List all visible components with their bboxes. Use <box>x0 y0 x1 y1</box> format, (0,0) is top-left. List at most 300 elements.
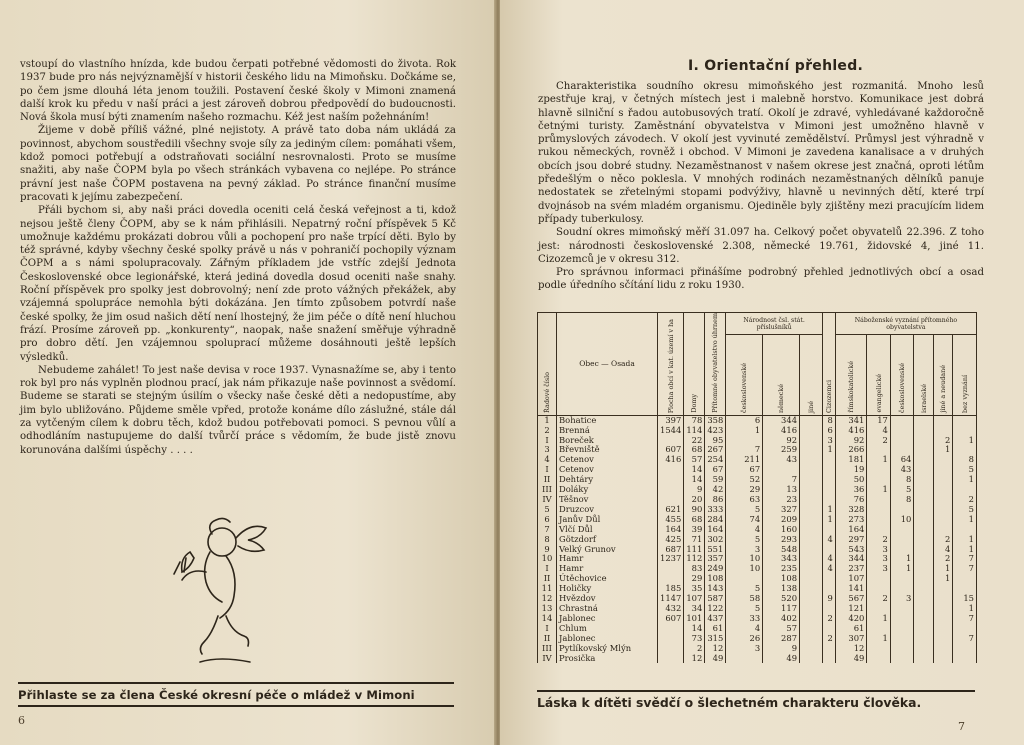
cell-pritomne: 315 <box>705 634 726 644</box>
cell-izr <box>914 485 934 495</box>
cell-csl <box>890 426 914 436</box>
census-table <box>537 312 977 663</box>
cell-nem: 293 <box>763 535 800 545</box>
section-title: I. Orientační přehled. <box>688 58 864 74</box>
cell-cs: 26 <box>726 634 763 644</box>
cell-domy: 2 <box>684 644 705 654</box>
cell-jine <box>800 584 823 594</box>
cell-domy: 73 <box>684 634 705 644</box>
cell-ev: 3 <box>867 545 891 555</box>
cell-cs: 5 <box>726 604 763 614</box>
cell-obec: Břevniště <box>557 445 658 455</box>
cell-rad: 4 <box>538 455 557 465</box>
cell-cs: 4 <box>726 624 763 634</box>
cell-izr <box>914 634 934 644</box>
cell-pritomne: 164 <box>705 525 726 535</box>
cell-plocha: 1147 <box>658 594 684 604</box>
cell-ciz: 3 <box>822 436 835 446</box>
cell-plocha <box>658 485 684 495</box>
cell-cs: 10 <box>726 564 763 574</box>
right-paragraph-2: Soudní okres mimoňský měří 31.097 ha. Celkový počet obyvatelů 22.396. Z toho jest: národnosti československé 2.308, německé 19.761, židovské 4, jiné 11. Cizozemců je v okresu 312. <box>538 227 984 265</box>
cell-nem: 235 <box>763 564 800 574</box>
cell-bez: 1 <box>953 475 977 485</box>
left-paragraph-1: vstoupí do vlastního hnízda, kde budou čerpati potřebné vědomosti do života. Rok 1937 bude pro nás nejvýznamější v historii českého lidu na Mimoňsku. Dočkáme se, po čem jsme dlouhá léta jenom toužili. Postavení české školy v Mimoni znamená další krok ku předu v naší práci a jest zároveň dobrou předpovědí do budoucnosti. Nová škola musí býti znamením našeho rozmachu. Kéž jest naším požehnáním! <box>20 59 456 124</box>
cell-nem: 92 <box>763 436 800 446</box>
cell-ciz <box>822 574 835 584</box>
cell-ciz: 4 <box>822 535 835 545</box>
cell-izr <box>914 614 934 624</box>
cell-rk: 328 <box>835 505 867 515</box>
cell-rk: 19 <box>835 465 867 475</box>
cell-nem: 117 <box>763 604 800 614</box>
table-row <box>538 654 977 664</box>
cell-rk: 49 <box>835 654 867 664</box>
cell-csl <box>890 624 914 634</box>
cell-ev <box>867 515 891 525</box>
cell-izr <box>914 654 934 664</box>
cell-cs: 52 <box>726 475 763 485</box>
cell-ciz: 1 <box>822 505 835 515</box>
cell-bez: 1 <box>953 604 977 614</box>
cell-domy: 68 <box>684 515 705 525</box>
cell-plocha <box>658 634 684 644</box>
header-izr: israelské <box>919 383 928 413</box>
cell-jine <box>800 545 823 555</box>
cell-izr <box>914 564 934 574</box>
cell-obec: Cetenov <box>557 465 658 475</box>
cell-ciz: 1 <box>822 515 835 525</box>
cell-csl <box>890 574 914 584</box>
cell-nem: 343 <box>763 554 800 564</box>
header-jine: jiné <box>806 400 815 413</box>
cell-jine-neud: 1 <box>933 574 953 584</box>
cell-domy: 29 <box>684 574 705 584</box>
cell-izr <box>914 465 934 475</box>
cell-csl <box>890 604 914 614</box>
membership-banner: Přihlaste se za člena České okresní péče o mládež v Mimoni <box>18 682 454 707</box>
cell-cs: 211 <box>726 455 763 465</box>
cell-jine <box>800 426 823 436</box>
cell-domy: 35 <box>684 584 705 594</box>
cell-jine-neud: 4 <box>933 545 953 555</box>
cell-ev: 2 <box>867 436 891 446</box>
cell-rk: 50 <box>835 475 867 485</box>
cell-cs: 1 <box>726 426 763 436</box>
cell-domy: 14 <box>684 624 705 634</box>
cell-jine <box>800 475 823 485</box>
cell-plocha: 397 <box>658 415 684 425</box>
cell-plocha: 425 <box>658 535 684 545</box>
left-paragraph-4: Nebudeme zahálet! To jest naše devisa v roce 1937. Vynasnažíme se, aby i tento rok byl pro nás vyplněn plodnou prací, jak nám přikazuje naše povinnost a svědomí. Budeme se starati se stejným úsilím o všecky naše české děti a nedopustíme, aby jim bylo ubližováno. Půjdeme směle vpřed, protože konáme dílo záslužné, stále dál za vytčeným cílem k dobru těch, kdož budou potřebovati pomoci. S pevnou vůlí a odhodláním nastupujeme do další tvůrčí práce s vědomím, že bude jistě znovu korunována dalšími úspěchy . . . . <box>20 364 456 456</box>
cell-rad: 13 <box>538 604 557 614</box>
cell-nem: 287 <box>763 634 800 644</box>
cell-domy: 57 <box>684 455 705 465</box>
cell-izr <box>914 574 934 584</box>
cell-bez: 1 <box>953 535 977 545</box>
cell-obec: Cetenov <box>557 455 658 465</box>
cell-pritomne: 423 <box>705 426 726 436</box>
cell-pritomne: 249 <box>705 564 726 574</box>
cell-jine-neud <box>933 624 953 634</box>
cell-nem: 520 <box>763 594 800 604</box>
cell-cs: 6 <box>726 415 763 425</box>
cell-domy: 14 <box>684 475 705 485</box>
cell-nem: 138 <box>763 584 800 594</box>
cell-cs: 7 <box>726 445 763 455</box>
cell-cs: 10 <box>726 554 763 564</box>
cell-izr <box>914 584 934 594</box>
cell-rad: II <box>538 574 557 584</box>
cell-obec: Chlum <box>557 624 658 634</box>
cell-rad: 1 <box>538 415 557 425</box>
cell-jine <box>800 604 823 614</box>
cell-ciz: 2 <box>822 614 835 624</box>
cell-domy: 111 <box>684 545 705 555</box>
cell-obec: Chrastná <box>557 604 658 614</box>
cell-domy: 101 <box>684 614 705 624</box>
cell-domy: 68 <box>684 445 705 455</box>
cell-izr <box>914 475 934 485</box>
cell-pritomne: 12 <box>705 644 726 654</box>
cell-izr <box>914 535 934 545</box>
cell-bez: 5 <box>953 505 977 515</box>
cell-jine <box>800 644 823 654</box>
cell-obec: Velký Grunov <box>557 545 658 555</box>
cell-plocha <box>658 465 684 475</box>
cell-ev <box>867 654 891 664</box>
cell-izr <box>914 415 934 425</box>
cell-bez: 1 <box>953 515 977 525</box>
cell-plocha: 687 <box>658 545 684 555</box>
cell-nem: 13 <box>763 485 800 495</box>
cell-obec: Doláky <box>557 485 658 495</box>
cell-rk: 344 <box>835 554 867 564</box>
cell-jine <box>800 535 823 545</box>
cell-jine-neud <box>933 614 953 624</box>
cell-csl <box>890 644 914 654</box>
table-row <box>538 644 977 654</box>
cell-rad: 2 <box>538 426 557 436</box>
cell-izr <box>914 604 934 614</box>
cell-jine <box>800 495 823 505</box>
cell-csl: 1 <box>890 554 914 564</box>
cell-csl <box>890 525 914 535</box>
cell-cs: 29 <box>726 485 763 495</box>
cell-jine <box>800 436 823 446</box>
cell-bez <box>953 654 977 664</box>
cell-jine <box>800 574 823 584</box>
cell-jine-neud: 2 <box>933 436 953 446</box>
cell-cs: 5 <box>726 505 763 515</box>
cell-nem: 344 <box>763 415 800 425</box>
cell-rk: 237 <box>835 564 867 574</box>
cell-domy: 90 <box>684 505 705 515</box>
cell-bez: 7 <box>953 554 977 564</box>
cell-obec: Pytlíkovský Mlýn <box>557 644 658 654</box>
cell-ciz <box>822 485 835 495</box>
cell-ciz <box>822 654 835 664</box>
cell-bez: 7 <box>953 634 977 644</box>
cell-csl <box>890 614 914 624</box>
cell-jine <box>800 525 823 535</box>
cell-obec: Hamr <box>557 554 658 564</box>
cell-ciz: 4 <box>822 554 835 564</box>
cell-csl: 43 <box>890 465 914 475</box>
cell-ciz <box>822 455 835 465</box>
cell-obec: Janův Důl <box>557 515 658 525</box>
cell-rad: II <box>538 634 557 644</box>
cell-izr <box>914 515 934 525</box>
cell-rad: 6 <box>538 515 557 525</box>
cell-cs: 74 <box>726 515 763 525</box>
cell-jine-neud: 2 <box>933 535 953 545</box>
cell-bez: 15 <box>953 594 977 604</box>
cell-ev: 1 <box>867 485 891 495</box>
cell-jine-neud <box>933 505 953 515</box>
cell-obec: Útěchovice <box>557 574 658 584</box>
cell-ciz <box>822 465 835 475</box>
cell-izr <box>914 436 934 446</box>
cell-rk: 141 <box>835 584 867 594</box>
cell-rk: 92 <box>835 436 867 446</box>
census-table-body <box>538 415 977 663</box>
cell-jine <box>800 594 823 604</box>
cell-domy: 114 <box>684 426 705 436</box>
cherub-illustration <box>160 512 290 672</box>
header-plocha: Plocha obcí v kat. území v ha <box>666 318 675 413</box>
cell-izr <box>914 505 934 515</box>
cell-pritomne: 143 <box>705 584 726 594</box>
cell-domy: 78 <box>684 415 705 425</box>
cell-plocha <box>658 624 684 634</box>
cell-pritomne: 302 <box>705 535 726 545</box>
cell-rad: III <box>538 485 557 495</box>
cell-cs: 5 <box>726 584 763 594</box>
cell-jine <box>800 554 823 564</box>
cell-domy: 107 <box>684 594 705 604</box>
cell-pritomne: 357 <box>705 554 726 564</box>
cell-rad: 10 <box>538 554 557 564</box>
cell-rk: 297 <box>835 535 867 545</box>
cell-bez <box>953 415 977 425</box>
cell-obec: Jablonec <box>557 614 658 624</box>
cell-csl: 64 <box>890 455 914 465</box>
cell-jine <box>800 564 823 574</box>
cell-domy: 83 <box>684 564 705 574</box>
cell-pritomne: 587 <box>705 594 726 604</box>
cell-pritomne: 284 <box>705 515 726 525</box>
cell-ciz: 1 <box>822 445 835 455</box>
cell-jine-neud <box>933 515 953 525</box>
cell-ev <box>867 465 891 475</box>
cell-pritomne: 122 <box>705 604 726 614</box>
cell-rad: I <box>538 465 557 475</box>
cell-izr <box>914 644 934 654</box>
cell-ciz: 4 <box>822 564 835 574</box>
cell-plocha: 164 <box>658 525 684 535</box>
cell-bez <box>953 644 977 654</box>
cell-domy: 9 <box>684 485 705 495</box>
header-cizozemci: Cizozemci <box>824 379 833 413</box>
cell-bez: 1 <box>953 545 977 555</box>
cell-rk: 164 <box>835 525 867 535</box>
cell-ev: 2 <box>867 535 891 545</box>
cell-obec: Bohatice <box>557 415 658 425</box>
cell-plocha <box>658 654 684 664</box>
cell-rk: 567 <box>835 594 867 604</box>
cell-ev: 17 <box>867 415 891 425</box>
header-bez: bez vyznání <box>960 374 969 413</box>
cell-jine-neud <box>933 455 953 465</box>
header-rad: Řadové číslo <box>543 371 551 413</box>
cell-plocha <box>658 644 684 654</box>
cell-plocha: 621 <box>658 505 684 515</box>
cell-csl <box>890 436 914 446</box>
cell-csl <box>890 634 914 644</box>
cell-domy: 71 <box>684 535 705 545</box>
cell-nem: 43 <box>763 455 800 465</box>
cell-cs <box>726 654 763 664</box>
cell-nem: 402 <box>763 614 800 624</box>
cell-plocha <box>658 475 684 485</box>
cell-jine-neud <box>933 415 953 425</box>
cell-csl <box>890 535 914 545</box>
left-paragraph-2: Žijeme v době příliš vážné, plné nejistoty. A právě tato doba nám ukládá za povinnost, abychom soustředili všechny svoje síly za jediným cílem: pomáhati všem, kdož pomoci potřebují a odstraňovati sociální nesrovnalosti. Proto se musíme snažiti, aby naše ČOPM byla po všech stránkách vybavena co nejlépe. Po stránce právní jest naše ČOPM postavena na pevný základ. Po stránce finanční musíme pracovati k jejímu zabezpečení. <box>20 125 456 203</box>
cell-rad: I <box>538 436 557 446</box>
cell-csl: 8 <box>890 475 914 485</box>
cell-jine-neud <box>933 485 953 495</box>
cell-csl: 5 <box>890 485 914 495</box>
cell-izr <box>914 545 934 555</box>
cell-rad: IV <box>538 495 557 505</box>
cell-jine-neud <box>933 584 953 594</box>
motto-footer: Láska k dítěti svědčí o šlechetném charakteru člověka. <box>537 690 975 710</box>
cell-jine-neud: 1 <box>933 445 953 455</box>
cell-jine <box>800 634 823 644</box>
cell-plocha: 432 <box>658 604 684 614</box>
cell-ev: 4 <box>867 426 891 436</box>
cell-ciz: 8 <box>822 415 835 425</box>
cell-nem: 49 <box>763 654 800 664</box>
cell-rad: IV <box>538 654 557 664</box>
cell-ev <box>867 505 891 515</box>
cell-jine-neud: 1 <box>933 564 953 574</box>
cell-obec: Götzdorf <box>557 535 658 545</box>
cell-rad: III <box>538 644 557 654</box>
cell-nem: 160 <box>763 525 800 535</box>
header-nabozenske: Náboženské vyznání přítomného obyvatelstva <box>854 316 958 331</box>
cell-nem: 209 <box>763 515 800 525</box>
cell-izr <box>914 445 934 455</box>
cell-bez <box>953 574 977 584</box>
left-paragraph-3: Přáli bychom si, aby naši práci dovedla oceniti celá česká veřejnost a ti, kdož nejsou ještě členy ČOPM, aby se k nám přihlásili. Nepatrný roční příspěvek 5 Kč umožnuje každému prokázati dobrou vůli a pochopení pro naše trpící děti. Bylo by též správné, kdyby všechny české spolky právě u nás v pohraničí pochopily význam ČOPM a s námi spolupracovaly. Zářným příkladem jde vstříc zdejší Jednota Československé obce legionářské, která jediná dovedla dosud oceniti naše snahy. Roční příspěvek pro spolky jest dobrovolný; není zde proto vážných překážek, aby vzájemná spolupráce nemohla býti dokázána. Jen tímto způsobem potvrdí naše české spolky, že jim osud našich dětí není lhostejný, že jim péče o dítě není hluchou frází. Prosíme zároveň pp. „konkurenty“, naopak, naše snažení směřuje výhradně pro dobro dětí. Jen vzájemnou spoluprací můžeme dosáhnouti ještě lepších výsledků. <box>20 205 456 363</box>
cell-ciz: 2 <box>822 634 835 644</box>
cell-nem: 108 <box>763 574 800 584</box>
cell-ev: 1 <box>867 455 891 465</box>
cell-jine <box>800 654 823 664</box>
cell-rad: 3 <box>538 445 557 455</box>
cell-pritomne: 108 <box>705 574 726 584</box>
cell-plocha <box>658 564 684 574</box>
cell-domy: 20 <box>684 495 705 505</box>
cell-plocha: 416 <box>658 455 684 465</box>
cell-domy: 22 <box>684 436 705 446</box>
cell-ev <box>867 574 891 584</box>
cell-csl <box>890 654 914 664</box>
cell-ev <box>867 644 891 654</box>
cell-rk: 341 <box>835 415 867 425</box>
page-number-left: 6 <box>18 714 25 727</box>
header-csl: československé <box>898 362 907 413</box>
cell-obec: Prosička <box>557 654 658 664</box>
cell-jine-neud <box>933 654 953 664</box>
cell-pritomne: 42 <box>705 485 726 495</box>
cell-ciz: 9 <box>822 594 835 604</box>
cell-jine <box>800 515 823 525</box>
cell-pritomne: 551 <box>705 545 726 555</box>
cell-rad: I <box>538 564 557 574</box>
cell-plocha: 607 <box>658 445 684 455</box>
cell-ev: 2 <box>867 594 891 604</box>
cell-rad: 8 <box>538 535 557 545</box>
cell-plocha: 607 <box>658 614 684 624</box>
cell-ciz: 6 <box>822 426 835 436</box>
cell-rk: 273 <box>835 515 867 525</box>
cell-rk: 416 <box>835 426 867 436</box>
cell-pritomne: 49 <box>705 654 726 664</box>
cell-rad: 7 <box>538 525 557 535</box>
cell-rad: 12 <box>538 594 557 604</box>
cell-jine <box>800 445 823 455</box>
cell-nem: 259 <box>763 445 800 455</box>
cell-ciz <box>822 644 835 654</box>
cell-pritomne: 358 <box>705 415 726 425</box>
cell-bez: 8 <box>953 455 977 465</box>
cell-rk: 181 <box>835 455 867 465</box>
cell-ev: 3 <box>867 564 891 574</box>
cell-izr <box>914 426 934 436</box>
cell-rad: II <box>538 475 557 485</box>
right-paragraph-3: Pro správnou informaci přinášíme podrobný přehled jednotlivých obcí a osad podle úředního sčítání lidu z roku 1930. <box>538 267 984 292</box>
cell-jine <box>800 455 823 465</box>
header-obec: Obec — Osada <box>579 359 635 369</box>
cell-pritomne: 86 <box>705 495 726 505</box>
cell-pritomne: 333 <box>705 505 726 515</box>
cell-bez: 7 <box>953 614 977 624</box>
cell-rad: 11 <box>538 584 557 594</box>
cell-obec: Hvězdov <box>557 594 658 604</box>
cell-izr <box>914 525 934 535</box>
cell-bez: 2 <box>953 495 977 505</box>
cell-izr <box>914 554 934 564</box>
cell-jine <box>800 614 823 624</box>
cell-ev: 1 <box>867 634 891 644</box>
cell-jine <box>800 505 823 515</box>
cell-obec: Boreček <box>557 436 658 446</box>
cell-rk: 107 <box>835 574 867 584</box>
cell-jine <box>800 485 823 495</box>
cell-rk: 61 <box>835 624 867 634</box>
cell-bez: 7 <box>953 564 977 574</box>
cell-nem: 23 <box>763 495 800 505</box>
cell-nem: 416 <box>763 426 800 436</box>
cell-domy: 112 <box>684 554 705 564</box>
cell-cs: 3 <box>726 644 763 654</box>
cell-jine <box>800 415 823 425</box>
cell-csl <box>890 415 914 425</box>
cell-jine-neud <box>933 604 953 614</box>
cell-csl: 10 <box>890 515 914 525</box>
